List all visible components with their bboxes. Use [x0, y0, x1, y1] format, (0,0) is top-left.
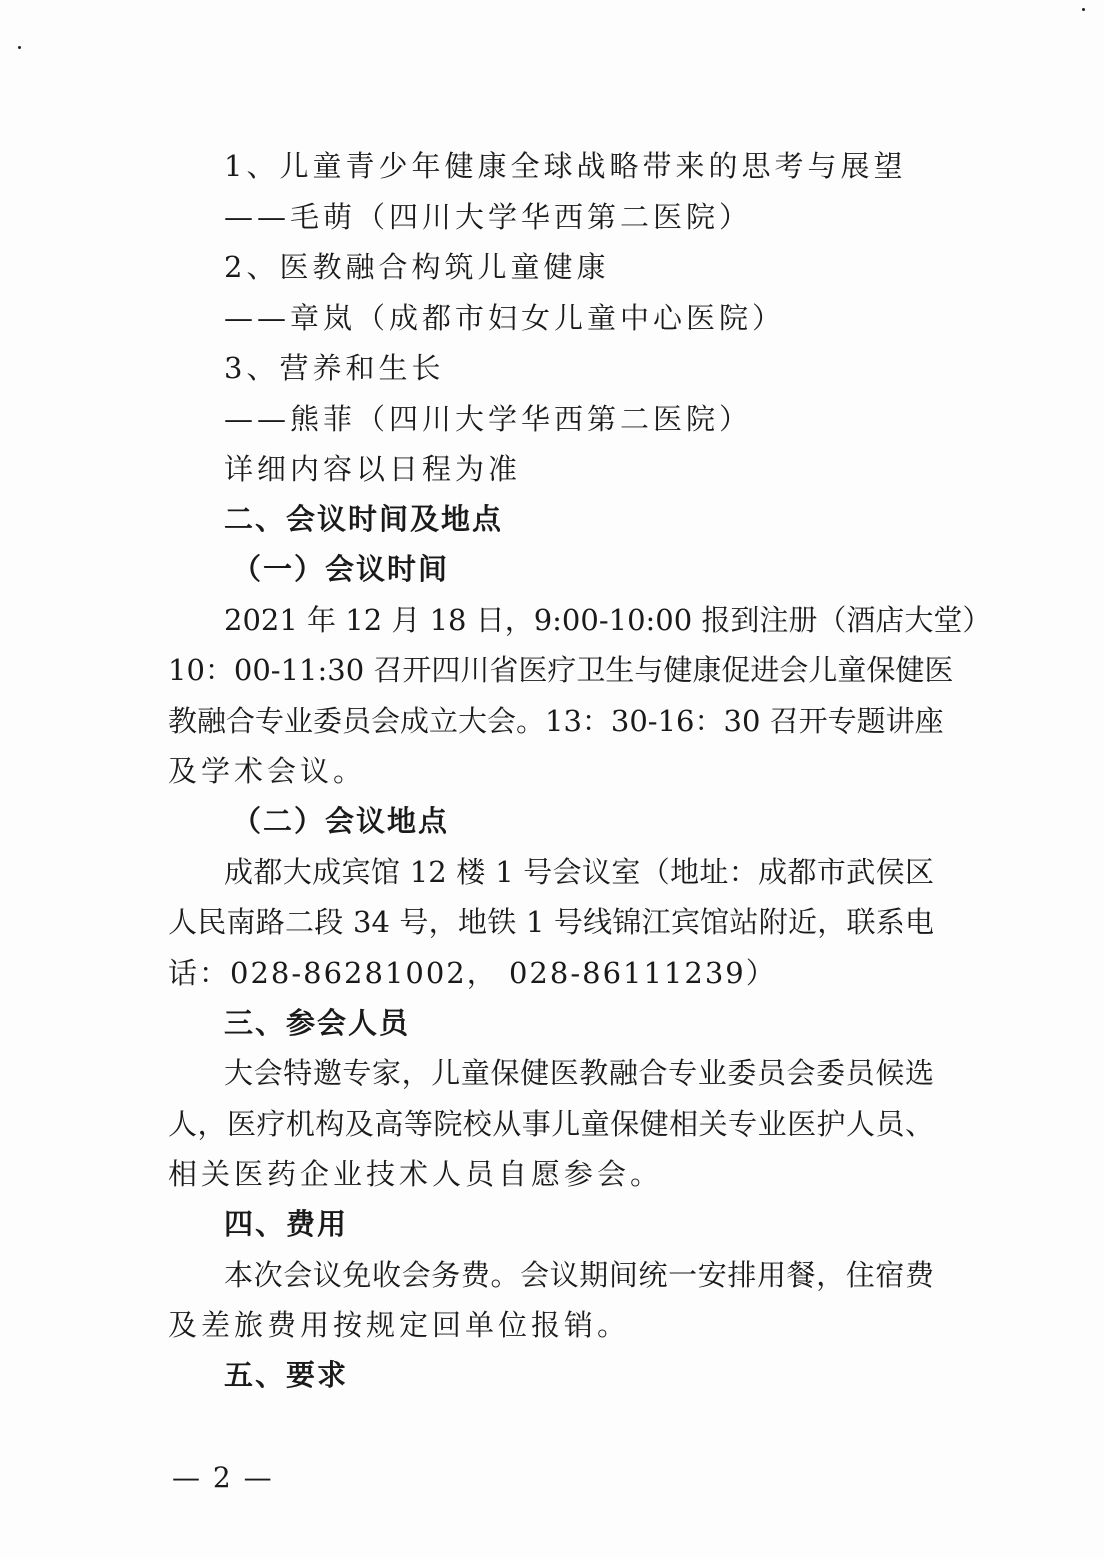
- subsection-heading-venue: （二）会议地点: [232, 804, 450, 838]
- paragraph-line: 人民南路二段 34 号，地铁 1 号线锦江宾馆站附近，联系电: [168, 905, 934, 939]
- paragraph-line: 成都大成宾馆 12 楼 1 号会议室（地址：成都市武侯区: [224, 855, 934, 889]
- agenda-item-3: 3、营养和生长: [224, 351, 445, 385]
- paragraph-line: 及学术会议。: [168, 754, 367, 788]
- paragraph-line: 人，医疗机构及高等院校从事儿童保健相关专业医护人员、: [168, 1107, 934, 1141]
- agenda-item-2: 2、医教融合构筑儿童健康: [224, 250, 610, 284]
- paragraph-line: 相关医药企业技术人员自愿参会。: [168, 1157, 664, 1191]
- agenda-item-1: 1、儿童青少年健康全球战略带来的思考与展望: [224, 149, 907, 183]
- agenda-note: 详细内容以日程为准: [224, 452, 522, 486]
- paragraph-line: 2021 年 12 月 18 日，9:00-10:00 报到注册（酒店大堂）: [224, 603, 992, 637]
- agenda-speaker-2: ——章岚（成都市妇女儿童中心医院）: [224, 301, 786, 335]
- paragraph-line: 大会特邀专家，儿童保健医教融合专业委员会委员候选: [224, 1056, 934, 1090]
- paragraph-line: 话：028-86281002， 028-86111239）: [168, 956, 777, 990]
- section-heading-2: 二、会议时间及地点: [224, 502, 504, 536]
- scan-speck: [18, 46, 21, 49]
- section-heading-4: 四、费用: [224, 1207, 349, 1241]
- paragraph-line: 教融合专业委员会成立大会。13：30-16：30 召开专题讲座: [168, 704, 944, 738]
- page-number: — 2 —: [172, 1461, 274, 1494]
- paragraph-line: 及差旅费用按规定回单位报销。: [168, 1308, 631, 1342]
- subsection-heading-time: （一）会议时间: [232, 552, 450, 586]
- section-heading-5: 五、要求: [224, 1358, 349, 1392]
- agenda-speaker-3: ——熊菲（四川大学华西第二医院）: [224, 402, 753, 436]
- paragraph-line: 10：00-11:30 召开四川省医疗卫生与健康促进会儿童保健医: [168, 653, 954, 687]
- paragraph-line: 本次会议免收会务费。会议期间统一安排用餐，住宿费: [224, 1258, 934, 1292]
- section-heading-3: 三、参会人员: [224, 1006, 411, 1040]
- agenda-speaker-1: ——毛萌（四川大学华西第二医院）: [224, 200, 753, 234]
- scan-speck: [1082, 8, 1085, 11]
